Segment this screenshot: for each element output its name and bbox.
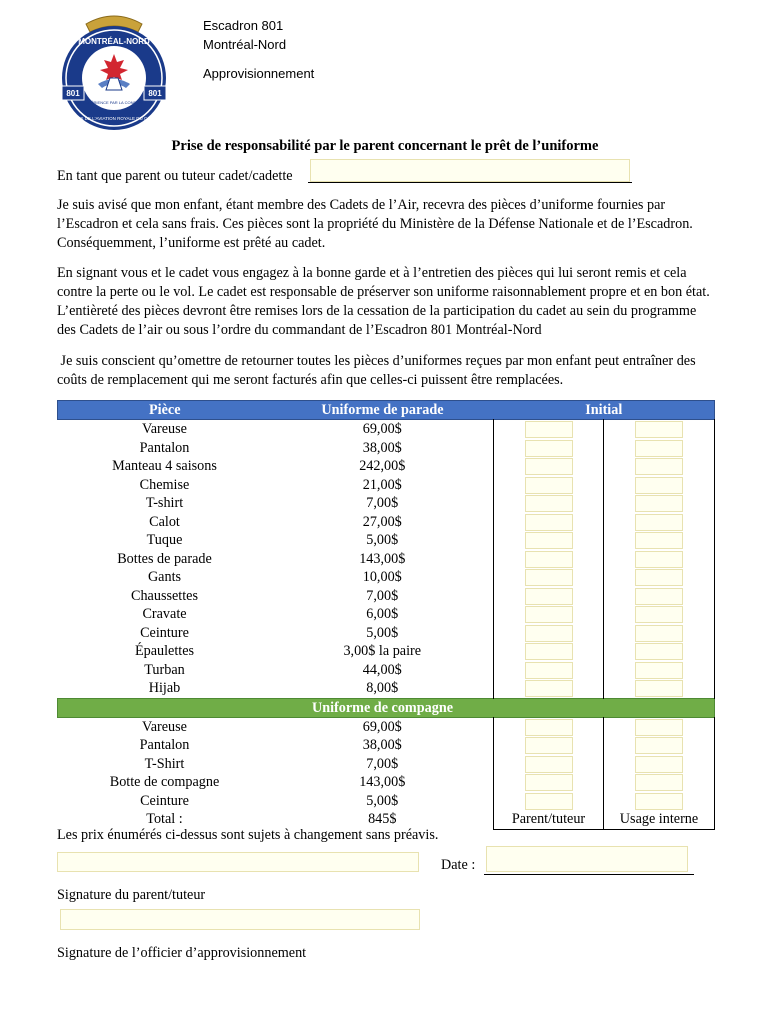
header-squadron: Escadron 801 — [203, 18, 284, 33]
uniform-items-table — [57, 400, 715, 830]
table-row — [58, 476, 715, 495]
parent-initial-field[interactable] — [525, 477, 573, 494]
internal-initial-cell — [604, 736, 715, 755]
internal-initial-field[interactable] — [635, 514, 683, 531]
parent-initial-cell — [494, 568, 604, 587]
cadet-name-field[interactable] — [310, 159, 630, 182]
parent-initial-cell — [494, 736, 604, 755]
section-spacer — [494, 698, 715, 717]
parent-initial-field[interactable] — [525, 719, 573, 736]
item-price: 21,00$ — [362, 476, 402, 493]
item-price: 143,00$ — [359, 774, 406, 790]
internal-initial-field[interactable] — [635, 532, 683, 549]
table-header-row — [58, 401, 715, 420]
header-location: Montréal-Nord — [203, 37, 287, 52]
parent-initial-field[interactable] — [525, 532, 573, 549]
item-name: Bottes de parade — [117, 550, 212, 567]
table-row — [58, 513, 715, 532]
table-row — [58, 457, 715, 476]
internal-initial-field[interactable] — [635, 643, 683, 660]
item-price: 7,00$ — [366, 495, 399, 511]
item-name: Hijab — [148, 680, 181, 696]
item-name: Botte de compagne — [109, 774, 220, 790]
item-price: 10,00$ — [362, 569, 402, 585]
parent-initial-field[interactable] — [525, 569, 573, 586]
item-price: 5,00$ — [366, 624, 399, 641]
parent-initial-cell — [494, 661, 604, 680]
date-field[interactable] — [486, 846, 688, 872]
item-name: Pantalon — [139, 737, 190, 753]
item-price: 69,00$ — [362, 421, 402, 437]
internal-initial-cell — [604, 457, 715, 476]
crest-number-right: 801 — [148, 89, 162, 98]
parent-initial-field[interactable] — [525, 793, 573, 810]
item-name: Chemise — [139, 476, 190, 493]
parent-initial-cell — [494, 550, 604, 569]
parent-initial-cell — [494, 624, 604, 643]
parent-initial-cell — [494, 476, 604, 495]
parent-initial-cell — [494, 605, 604, 624]
item-name: Pantalon — [139, 439, 190, 456]
internal-initial-cell — [604, 476, 715, 495]
item-price: 38,00$ — [362, 737, 402, 753]
crest-top-text: MONTRÉAL-NORD — [78, 37, 150, 46]
table-row — [58, 792, 715, 811]
item-name: Ceinture — [140, 624, 189, 641]
parent-initial-cell — [494, 420, 604, 439]
item-price: 8,00$ — [366, 680, 399, 696]
parent-initial-cell — [494, 531, 604, 550]
parent-initial-field[interactable] — [525, 514, 573, 531]
parent-signature-field[interactable] — [57, 852, 419, 872]
internal-initial-field[interactable] — [635, 569, 683, 586]
internal-initial-field[interactable] — [635, 421, 683, 438]
internal-initial-field[interactable] — [635, 793, 683, 810]
table-row — [58, 773, 715, 792]
table-row — [58, 717, 715, 736]
internal-initial-field[interactable] — [635, 756, 683, 773]
parent-column-label: Parent/tuteur — [494, 810, 604, 829]
internal-initial-cell — [604, 773, 715, 792]
internal-initial-field[interactable] — [635, 719, 683, 736]
internal-initial-field[interactable] — [635, 458, 683, 475]
item-name: Turban — [144, 661, 185, 678]
table-row — [58, 420, 715, 439]
crest-banner-text: L'EXPÉRIENCE PAR LA CONFIANCE — [79, 100, 149, 105]
header-department: Approvisionnement — [203, 66, 315, 81]
header-initial: Initial — [494, 401, 715, 420]
internal-initial-cell — [604, 624, 715, 643]
parent-initial-field[interactable] — [525, 625, 573, 642]
internal-initial-cell — [604, 792, 715, 811]
parent-initial-cell — [494, 642, 604, 661]
parent-initial-cell — [494, 457, 604, 476]
internal-initial-field[interactable] — [635, 662, 683, 679]
parent-initial-field[interactable] — [525, 551, 573, 568]
item-price: 242,00$ — [359, 458, 406, 474]
item-price: 3,00$ la paire — [343, 643, 422, 659]
paragraph-3: Je suis conscient qu’omettre de retourner toutes les pièces d’uniformes reçues par mon enfant peut entraîner des coûts de remplacement qui me seront facturés afin que celles-ci puissent être remplacées. — [57, 353, 700, 388]
parent-initial-field[interactable] — [525, 662, 573, 679]
parent-initial-field[interactable] — [525, 588, 573, 605]
internal-initial-field[interactable] — [635, 440, 683, 457]
officer-signature-field[interactable] — [60, 909, 420, 930]
internal-initial-field[interactable] — [635, 737, 683, 754]
item-price: 69,00$ — [362, 718, 402, 735]
internal-initial-cell — [604, 661, 715, 680]
header-price: Uniforme de parade — [272, 401, 494, 420]
internal-initial-field[interactable] — [635, 588, 683, 605]
date-label: Date : — [441, 857, 476, 873]
price-notice: Les prix énumérés ci-dessus sont sujets à changement sans préavis. — [57, 827, 439, 843]
internal-initial-field[interactable] — [635, 477, 683, 494]
crest-bottom-text: CADETS DE L'AVIATION ROYALE DU CANADA — [65, 116, 163, 121]
total-value: 845$ — [368, 811, 397, 828]
paragraph-2: En signant vous et le cadet vous engagez à la bonne garde et à l’entretien des pièces qui lui seront remis et cela contre la perte ou le vol. Le cadet est responsable de préserver son uniforme raisonnablement propre et en bon état. L’entièreté des pièces devront être remises lors de la cessation de la participation du cadet au sein du programme des Cadets de l’air ou sous l’ordre du commandant de l’Escadron 801 Montréal-Nord — [57, 265, 710, 338]
internal-initial-cell — [604, 568, 715, 587]
table-row — [58, 439, 715, 458]
item-name: Manteau 4 saisons — [112, 458, 217, 474]
item-name: Gants — [147, 569, 182, 585]
table-row — [58, 531, 715, 550]
parent-initial-field[interactable] — [525, 643, 573, 660]
table-row — [58, 755, 715, 774]
internal-initial-field[interactable] — [635, 495, 683, 512]
parent-initial-cell — [494, 513, 604, 532]
section-spacer — [58, 698, 272, 717]
internal-initial-field[interactable] — [635, 606, 683, 623]
parent-initial-cell — [494, 587, 604, 606]
parent-initial-field[interactable] — [525, 440, 573, 457]
item-name: T-Shirt — [144, 755, 185, 772]
table-row — [58, 605, 715, 624]
item-name: Chaussettes — [131, 587, 198, 604]
internal-initial-cell — [604, 642, 715, 661]
item-price: 6,00$ — [366, 606, 399, 622]
internal-initial-cell — [604, 439, 715, 458]
table-row — [58, 736, 715, 755]
item-price: 38,00$ — [362, 439, 402, 456]
internal-initial-cell — [604, 494, 715, 513]
parent-initial-field[interactable] — [525, 756, 573, 773]
internal-initial-cell — [604, 679, 715, 698]
parent-initial-cell — [494, 773, 604, 792]
parent-initial-field[interactable] — [525, 606, 573, 623]
parent-initial-field[interactable] — [525, 680, 573, 697]
table-row — [58, 550, 715, 569]
parent-initial-cell — [494, 439, 604, 458]
parent-initial-field[interactable] — [525, 737, 573, 754]
paragraph-1: Je suis avisé que mon enfant, étant membre des Cadets de l’Air, recevra des pièces d’uniforme fournies par l’Escadron et cela sans frais. Ces pièces sont la propriété du Ministère de la Défense Nationale et de l’Escadron. Conséquemment, l’uniforme est prêté au cadet. — [57, 197, 693, 251]
table-row — [58, 624, 715, 643]
parent-initial-cell — [494, 717, 604, 736]
parent-initial-cell — [494, 755, 604, 774]
total-label: Total : — [146, 811, 183, 828]
internal-initial-field[interactable] — [635, 551, 683, 568]
date-underline — [484, 874, 694, 875]
internal-initial-field[interactable] — [635, 680, 683, 697]
parent-initial-cell — [494, 679, 604, 698]
section-title: Uniforme de compagne — [272, 698, 494, 717]
table-row — [58, 661, 715, 680]
internal-initial-cell — [604, 550, 715, 569]
item-price: 5,00$ — [366, 792, 399, 809]
internal-initial-cell — [604, 587, 715, 606]
internal-initial-cell — [604, 605, 715, 624]
items-table-body — [58, 401, 715, 830]
item-price: 5,00$ — [366, 532, 399, 548]
parent-initial-field[interactable] — [525, 458, 573, 475]
item-price: 7,00$ — [366, 587, 399, 604]
table-row — [58, 642, 715, 661]
internal-initial-field[interactable] — [635, 774, 683, 791]
item-name: Vareuse — [142, 718, 187, 735]
item-name: Calot — [149, 513, 180, 530]
item-name: Tuque — [146, 532, 183, 548]
signature-officer-label: Signature de l’officier d’approvisionnement — [57, 945, 307, 961]
parent-initial-cell — [494, 792, 604, 811]
parent-initial-cell — [494, 494, 604, 513]
parent-initial-field[interactable] — [525, 774, 573, 791]
item-price: 143,00$ — [359, 550, 406, 567]
parent-initial-field[interactable] — [525, 421, 573, 438]
item-price: 27,00$ — [362, 513, 402, 530]
signature-parent-label: Signature du parent/tuteur — [57, 887, 206, 903]
intro-line: En tant que parent ou tuteur cadet/cadette — [57, 168, 293, 184]
table-row — [58, 679, 715, 698]
item-name: Vareuse — [142, 421, 187, 437]
header-piece: Pièce — [58, 401, 272, 420]
internal-initial-cell — [604, 755, 715, 774]
item-name: Ceinture — [140, 792, 189, 809]
table-row — [58, 568, 715, 587]
parent-initial-field[interactable] — [525, 495, 573, 512]
cadet-name-underline — [308, 182, 632, 183]
item-price: 7,00$ — [366, 755, 399, 772]
item-name: Épaulettes — [134, 643, 195, 659]
internal-initial-cell — [604, 717, 715, 736]
page-title: Prise de responsabilité par le parent concernant le prêt de l’uniforme — [171, 138, 599, 154]
internal-initial-cell — [604, 420, 715, 439]
item-price: 44,00$ — [362, 661, 402, 678]
squadron-crest-logo — [52, 10, 176, 134]
table-row — [58, 494, 715, 513]
item-name: T-shirt — [145, 495, 184, 511]
internal-initial-field[interactable] — [635, 625, 683, 642]
item-name: Cravate — [142, 606, 187, 622]
crest-number-left: 801 — [66, 89, 80, 98]
table-row — [58, 587, 715, 606]
internal-initial-cell — [604, 513, 715, 532]
section-header-row — [58, 698, 715, 717]
internal-initial-cell — [604, 531, 715, 550]
internal-column-label: Usage interne — [604, 810, 715, 829]
